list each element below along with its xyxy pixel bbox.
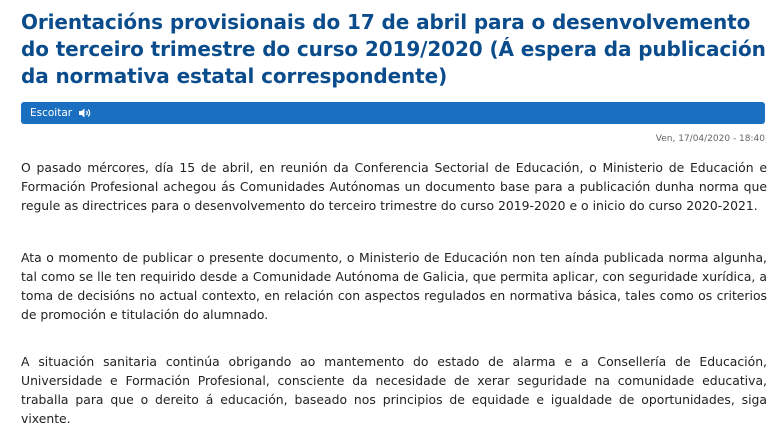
listen-bar <box>21 102 765 124</box>
article-title: Orientacións provisionais do 17 de abril para o desenvolvemento do terceiro trimestre do curso 2019/2020 (Á espera da publicación da normativa estatal correspondente) <box>21 10 766 88</box>
paragraph-2: Ata o momento de publicar o presente documento, o Ministerio de Educación non ten aínda publicada norma algunha, tal como se lle ten requirido desde a Comunidade Autónoma de Galicia, que permita aplicar, con seguridade xurídica, a toma de decisións no actual contexto, en relación con aspectos regulados en normativa básica, tales como os criterios de promoción e titulación do alumnado. <box>21 250 767 322</box>
listen-label: Escoitar <box>30 107 73 119</box>
publication-date: Ven, 17/04/2020 - 18:40 <box>655 134 765 144</box>
paragraph-1: O pasado mércores, día 15 de abril, en reunión da Conferencia Sectorial de Educación, o Ministerio de Educación e Formación Profesional achegou ás Comunidades Autónomas un documento base para a publicación dunha norma que regule as directrices para o desenvolvemento do terceiro trimestre do curso 2019-2020 e o inicio do curso 2020-2021. <box>21 160 767 213</box>
speaker-icon <box>78 107 92 119</box>
listen-button[interactable] <box>30 107 92 119</box>
paragraph-3: A situación sanitaria continúa obrigando ao mantemento do estado de alarma e a Consellería de Educación, Universidade e Formación Profesional, consciente da necesidade de xerar seguridade na comunidade educativa, traballa para que o dereito á educación, baseado nos principios de equidade e igualdade de oportunidades, siga vixente. <box>21 354 767 426</box>
